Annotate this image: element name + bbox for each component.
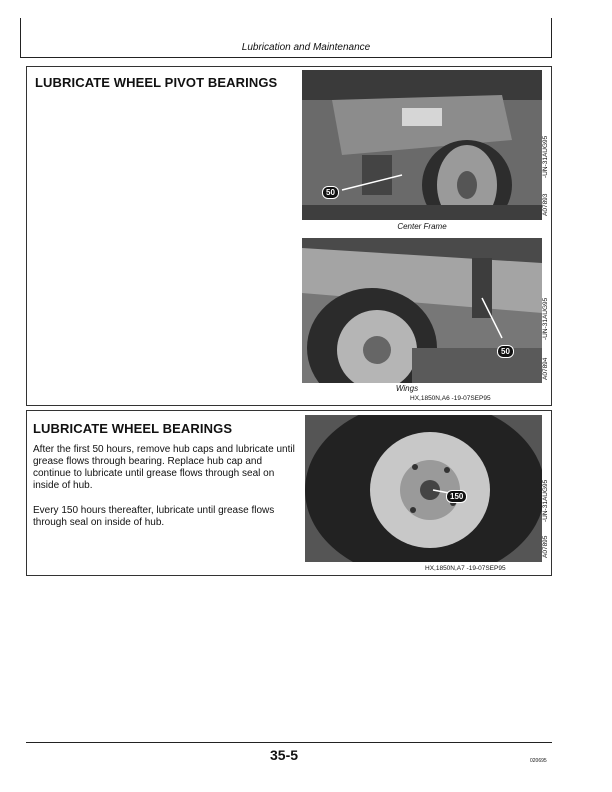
wheel-hub-photo <box>305 415 542 562</box>
grease-interval-badge: 50 <box>497 345 514 358</box>
instruction-paragraph: Every 150 hours thereafter, lubricate until grease flows through seal on inside of hub. <box>33 505 275 528</box>
reference-code: HX,1850N,A6 -19-07SEP95 <box>410 395 491 402</box>
header-rule <box>20 57 552 58</box>
instruction-paragraph: After the first 50 hours, remove hub caps and lubricate until grease flows through bearing. Replace hub cap and continue to lubricate until grease flows through seal on inside of hub. <box>33 444 295 491</box>
photo-id: A07894 <box>542 357 549 380</box>
photo-code: -UN-31AUG95 <box>542 479 549 522</box>
footer-rule <box>26 742 552 743</box>
photo-id: A07893 <box>542 193 549 216</box>
photo-code: -UN-31AUG95 <box>542 135 549 178</box>
page-number: 35-5 <box>270 747 299 763</box>
grease-interval-badge: 50 <box>322 186 339 199</box>
reference-code: HX,1850N,A7 -19-07SEP95 <box>425 565 506 572</box>
section-title: LUBRICATE WHEEL BEARINGS <box>33 421 233 436</box>
wings-caption: Wings <box>395 384 419 393</box>
section-title: LUBRICATE WHEEL PIVOT BEARINGS <box>35 75 278 90</box>
photo-code: -UN-31AUG95 <box>542 297 549 340</box>
photo-id: A07895 <box>542 535 549 558</box>
center-frame-photo <box>302 70 542 220</box>
grease-interval-badge: 150 <box>446 490 467 503</box>
page-header-title: Lubrication and Maintenance <box>241 42 371 53</box>
center-frame-caption: Center Frame <box>397 222 447 231</box>
wings-photo <box>302 238 542 383</box>
date-code: 020695 <box>530 758 547 764</box>
